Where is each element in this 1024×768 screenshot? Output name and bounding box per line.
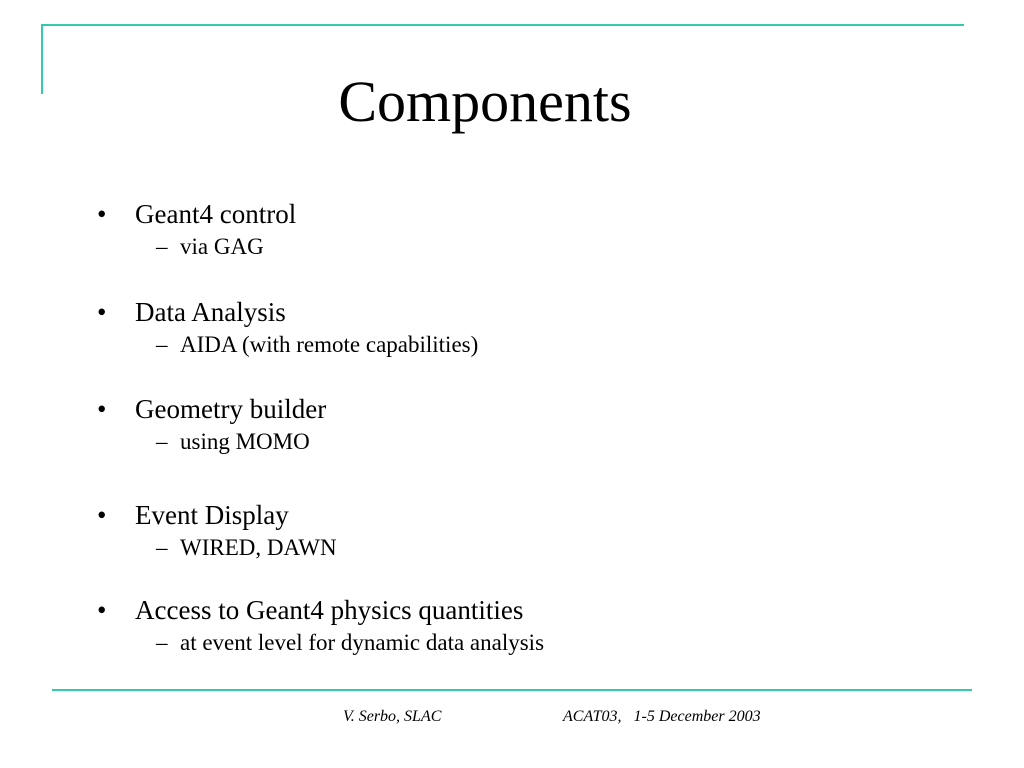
list-item <box>0 393 900 456</box>
bullet-icon: • <box>97 595 107 625</box>
bottom-rule <box>52 689 972 691</box>
bullet-text: Access to Geant4 physics quantities <box>135 595 524 625</box>
dash-icon: – <box>156 332 168 357</box>
footer-conference: ACAT03, 1-5 December 2003 <box>563 708 761 725</box>
sub-bullet-text: AIDA (with remote capabilities) <box>180 332 479 357</box>
dash-icon: – <box>156 630 168 655</box>
bullet-text: Geant4 control <box>135 199 297 229</box>
bullet-icon: • <box>97 394 107 424</box>
top-horizontal-rule <box>41 24 964 26</box>
list-item <box>0 198 900 261</box>
dash-icon: – <box>156 535 168 560</box>
sub-bullet-text: at event level for dynamic data analysis <box>180 630 545 655</box>
slide-title: Components <box>338 69 632 134</box>
bullet-text: Data Analysis <box>135 297 286 327</box>
sub-bullet-text: WIRED, DAWN <box>180 535 337 560</box>
bullet-text: Geometry builder <box>135 394 327 424</box>
dash-icon: – <box>156 429 168 454</box>
sub-bullet-text: using MOMO <box>180 429 310 454</box>
sub-bullet-text: via GAG <box>180 234 264 259</box>
list-item <box>0 499 900 562</box>
list-item <box>0 594 900 657</box>
dash-icon: – <box>156 234 168 259</box>
list-item <box>0 296 900 359</box>
bullet-icon: • <box>97 500 107 530</box>
bullet-text: Event Display <box>135 500 289 530</box>
bullet-icon: • <box>97 199 107 229</box>
footer-author: V. Serbo, SLAC <box>343 708 442 725</box>
bullet-icon: • <box>97 297 107 327</box>
